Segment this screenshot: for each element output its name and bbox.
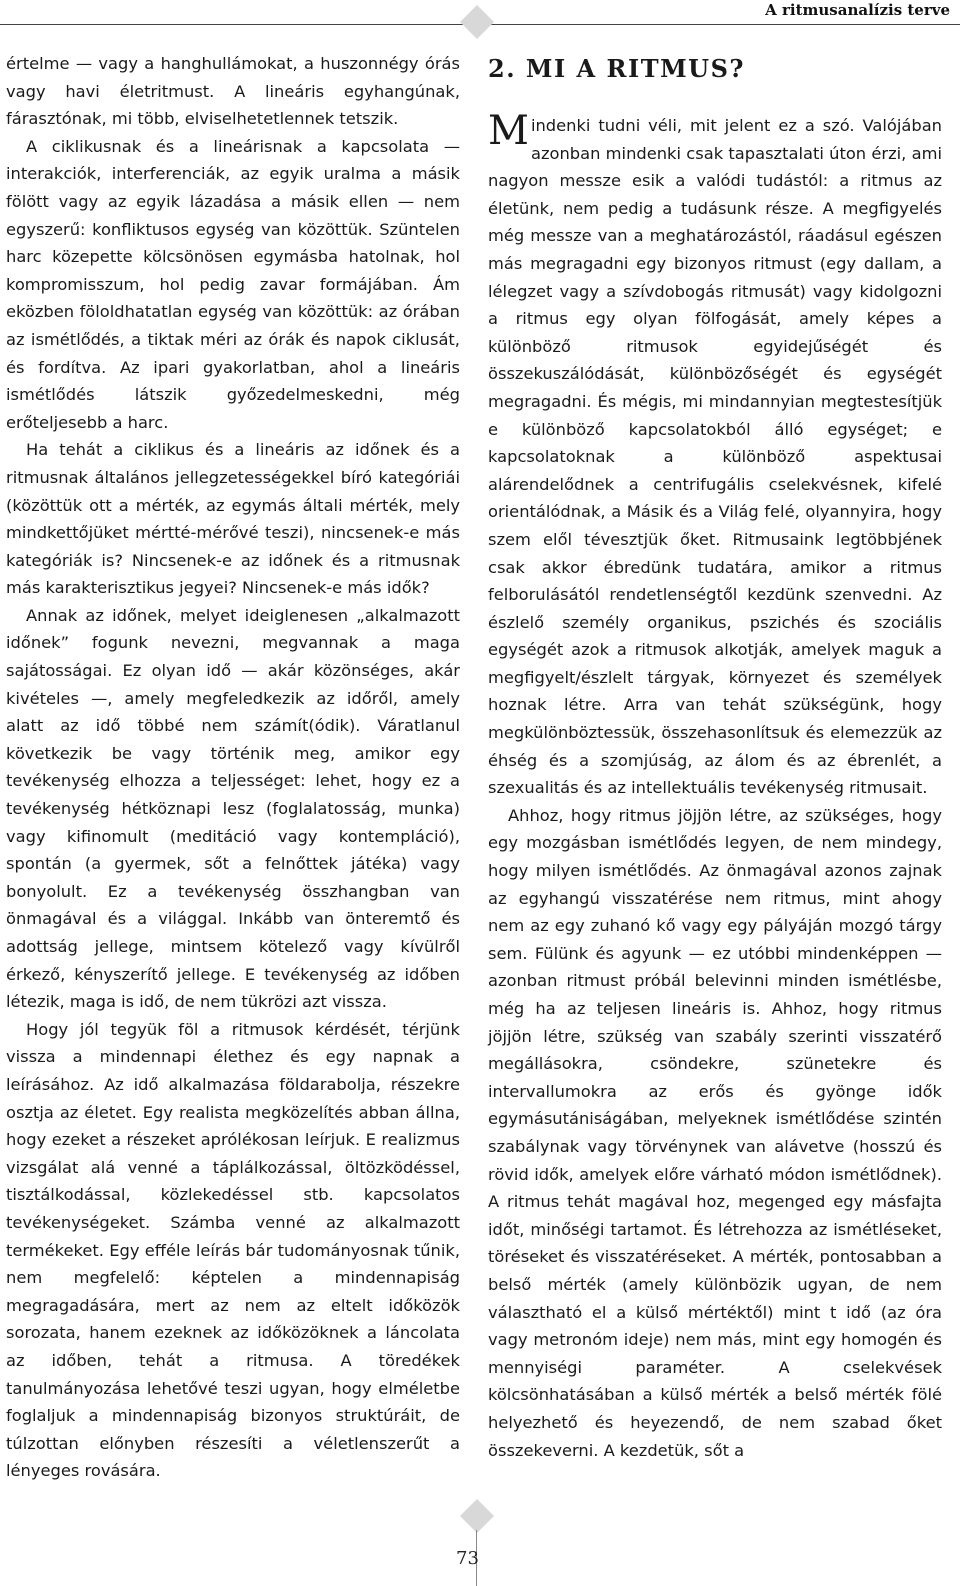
paragraph: Hogy jól tegyük föl a ritmusok kérdését, térjünk vissza a mindennapi élethez és egy napnak a leírásához. Az idő alkalmazása földarabolja, részekre osztja az életet. Egy realista megközelítés abban állna, hogy ezeket a részeket aprólékosan leírjuk. E realizmus vizsgálat alá venné a táplálkozással, öltözködéssel, tisztálkodással, közlekedéssel stb. kapcsolatos tevékenységeket. Számba venné az alkalmazott termékeket. Egy efféle leírás bár tudományosnak tűnik, nem megfelelő: képtelen a mindennapiság megragadására, mert az nem az eltelt időközök sorozata, hanem ezeknek az időközöknek a láncolata az időben, tehát a ritmusa. A töredékek tanulmányozása lehetővé teszi ugyan, hogy elméletbe foglaljuk a mindennapiság bizonyos struktúráit, de túlzottan előnyben részesíti a véletlenszerűt a lényeges rovására. <box>6 1019 460 1481</box>
paragraph <box>488 108 942 802</box>
running-head: A ritmusanalízis terve <box>765 1 950 19</box>
paragraph-text: indenki tudni véli, mit jelent ez a szó. Valójában azonban mindenki csak tapasztalati úton érzi, ami nagyon messze esik a valódi tudástól: a ritmus az életünk, nem pedig a tudásunk része. A megfigyelés még messze van a meghatározástól, ráadásul egészen más megragadni egy bizonyos ritmust (egy dallam, a lélegzet vagy a szívdobogás ritmusát) vagy kidolgozni a ritmus egy olyan fölfogását, amely képes a különböző ritmusok egyidejűségét és összekuszálódását, különbözőségét és egységét megragadni. És mégis, mi mindannyian megtestesítjük e különböző kapcsolatokból álló egységet; e kapcsolatoknak a különböző aspektusai alárendelődnek a centrifugális cselekvésnek, kifelé orientálódnak, a Másik és a Világ felé, olyannyira, hogy szem elől tévesztjük őket. Ritmusaink legtöbbjének csak akkor ébredünk tudatára, amikor a ritmus felborulásától rendetlenségtől kezdünk szenvedni. Az észlelő személy organikus, pszichés és szociális egységét azok a ritmusok alkotják, amelyek maguk a megfigyelt/észlelt tárgyak, környezet és személyek hoznak létre. Arra van tehát szükségünk, hogy megkülönböztessük, összehasonlítsuk és elemezzük az éhség és a szomjúság, az álom és az ébrenlét, a szexualitás és az intellektuális tevékenység ritmusait. <box>488 116 942 798</box>
left-column <box>6 50 460 1485</box>
section-title: 2. MI A RITMUS? <box>488 54 745 83</box>
paragraph: Ha tehát a ciklikus és a lineáris az időnek és a ritmusnak általános jellegzetességekkel bíró kategóriái (közöttük ott a mérték, az egymás általi mérték, mely mindkettőjüket mértté-mérővé teszi), nincsenek-e más kategóriák is? Nincsenek-e az időnek és a ritmusnak más karakterisztikus jegyei? Nincsenek-e más idők? <box>6 440 460 598</box>
ornament-diamond-top <box>460 5 494 39</box>
drop-cap: M <box>488 108 529 154</box>
paragraph: Annak az időnek, melyet ideiglenesen „alkalmazott időnek” fogunk nevezni, megvannak a maga sajátosságai. Ez olyan idő — akár közönséges, akár kivételes —, amely megfeledkezik az időről, amely alatt az idő többé nem számít(ódik). Váratlanul következik be vagy történik meg, amikor egy tevékenység elhozza a teljességet: lehet, hogy ez a tevékenység hétköznapi lesz (foglalatosság, munka) vagy kifinomult (meditáció vagy kontempláció), spontán (a gyermek, sőt a felnőttek játéka) vagy bonyolult. Ez a tevékenység összhangban van önmagával és a világgal. Inkább van önteremtő és adottság jellege, mintsem kötelező vagy kívülről érkező, kényszerítő jellege. E tevékenység az időben létezik, maga is idő, de nem tükrözi azt vissza. <box>6 605 460 1012</box>
page-number: 73 <box>456 1548 479 1569</box>
paragraph: értelme — vagy a hanghullámokat, a huszonnégy órás vagy havi életritmust. A lineáris egyhangúnak, fárasztónak, mi több, elviselhetetlennek tetszik. <box>6 54 460 129</box>
ornament-diamond-bottom <box>460 1499 494 1533</box>
paragraph: Ahhoz, hogy ritmus jöjjön létre, az szükséges, hogy egy mozgásban ismétlődés legyen, de nem mindegy, hogy milyen ismétlődés. Az önmagával azonos zajnak az egyhangú visszatérése nem ritmus, mint ahogy nem az egy zuhanó kő vagy egy pályáján mozgó tárgy sem. Fülünk és agyunk — ez utóbbi mindenképpen — azonban ritmust próbál belevinni minden ismétlésbe, még ha az teljesen lineáris is. Ahhoz, hogy ritmus jöjjön létre, szükség van szabály szerinti visszatérő megállásokra, csöndekre, szünetekre és intervallumokra az erős és gyönge idők egymásutániságában, melyeknek ismétlődése szintén szabálynak vagy törvénynek van alávetve (hosszú és rövid idők, amelyek előre várható módon ismétlődnek). A ritmus tehát magával hoz, megenged egy másfajta időt, minőségi tartamot. És létrehozza az ismétléseket, töréseket és visszatéréseket. A mérték, pontosabban a belső mérték (amely különbözik ugyan, de nem választható el a külső mértéktől) mint t idő (az óra vagy metronóm ideje) nem más, mint egy homogén és mennyiségi paraméter. A cselekvések kölcsönhatásában a külső mérték a belső mérték fölé helyezhető és heyezendő, de nem szabad őket összekeverni. A kezdetük, sőt a <box>488 805 942 1460</box>
right-column <box>488 52 942 1464</box>
paragraph: A ciklikusnak és a lineárisnak a kapcsolata — interakciók, interferenciák, az egyik uralma a másik fölött vagy az egyik lázadása a másik ellen — nem egyszerű: konfliktusos egység van közöttük. Szüntelen harc közepette kölcsönösen egymásba hatolnak, hol kompromisszum, hol pedig zavar formájában. Ám eközben föloldhatatlan egység van közöttük: az órában az ismétlődés, a tiktak méri az órák és napok ciklusát, és fordítva. Az ipari gyakorlatban, ahol a lineáris ismétlődés látszik győzedelmeskedni, még erőteljesebb a harc. <box>6 136 460 432</box>
